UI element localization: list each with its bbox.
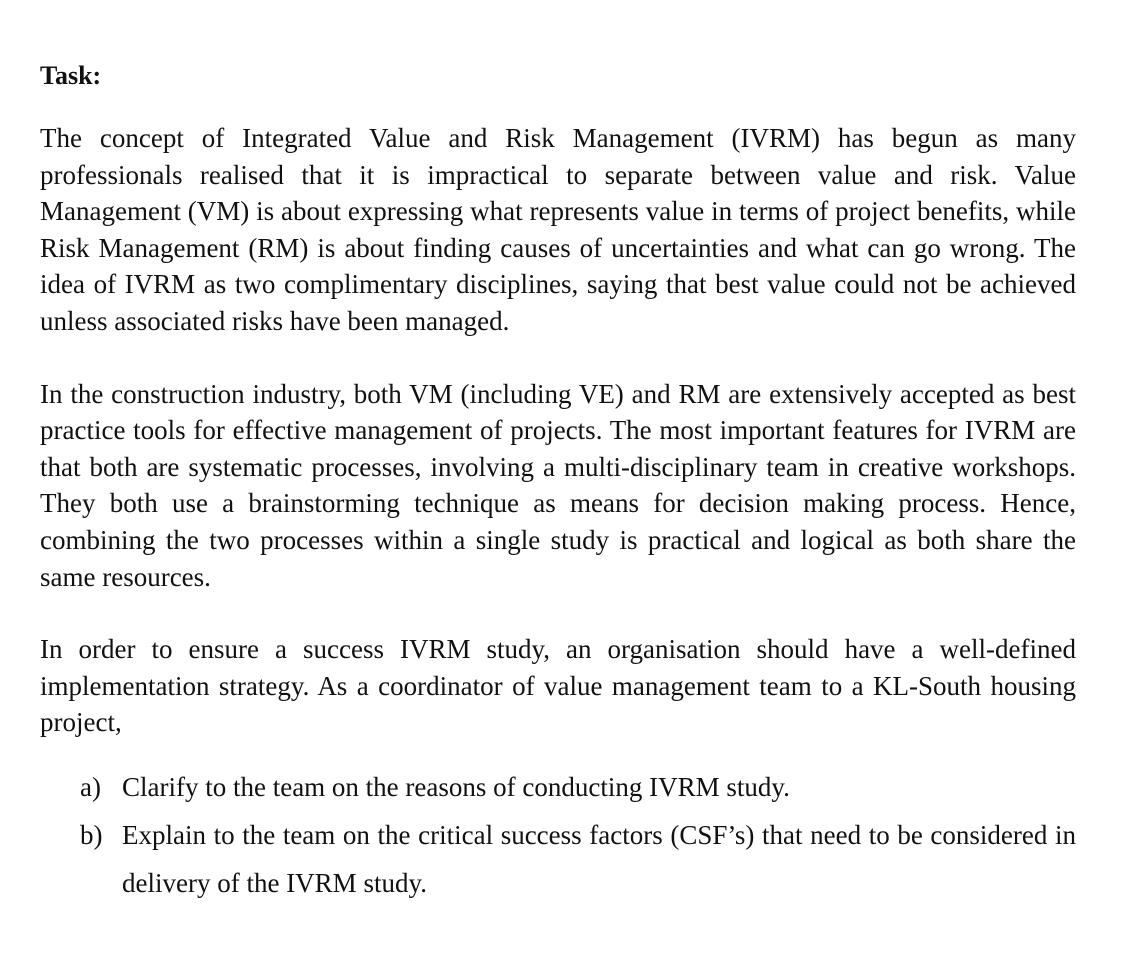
task-heading: Task: [40,61,102,90]
list-item [40,763,1076,811]
question-list [40,763,1076,907]
paragraph-implementation-strategy: In order to ensure a success IVRM study, an organisation should have a well-defined implementation strategy. As a coordinator of value management team to a KL-South housing project, [40,634,1076,738]
paragraph-ivrm-concept: The concept of Integrated Value and Risk Management (IVRM) has begun as many professionals realised that it is impractical to separate between value and risk. Value Management (VM) is about expressing what represents value in terms of project benefits, while Risk Management (RM) is about finding causes of uncertainties and what can go wrong. The idea of IVRM as two complimentary disciplines, saying that best value could not be achieved unless associated risks have been managed. [40,123,1076,336]
list-item [40,811,1076,907]
question-marker: a) [80,771,101,802]
paragraph-construction-industry: In the construction industry, both VM (including VE) and RM are extensively accepted as best practice tools for effective management of projects. The most important features for IVRM are that both are systematic processes, involving a multi-disciplinary team in creative workshops. They both use a brainstorming technique as means for decision making process. Hence, combining the two processes within a single study is practical and logical as both share the same resources. [40,378,1076,592]
document-page [40,58,1076,907]
question-marker: b) [80,819,103,850]
question-text: Clarify to the team on the reasons of conducting IVRM study. [122,771,790,802]
question-text: Explain to the team on the critical success factors (CSF’s) that need to be considered in delivery of the IVRM study. [122,819,1076,898]
